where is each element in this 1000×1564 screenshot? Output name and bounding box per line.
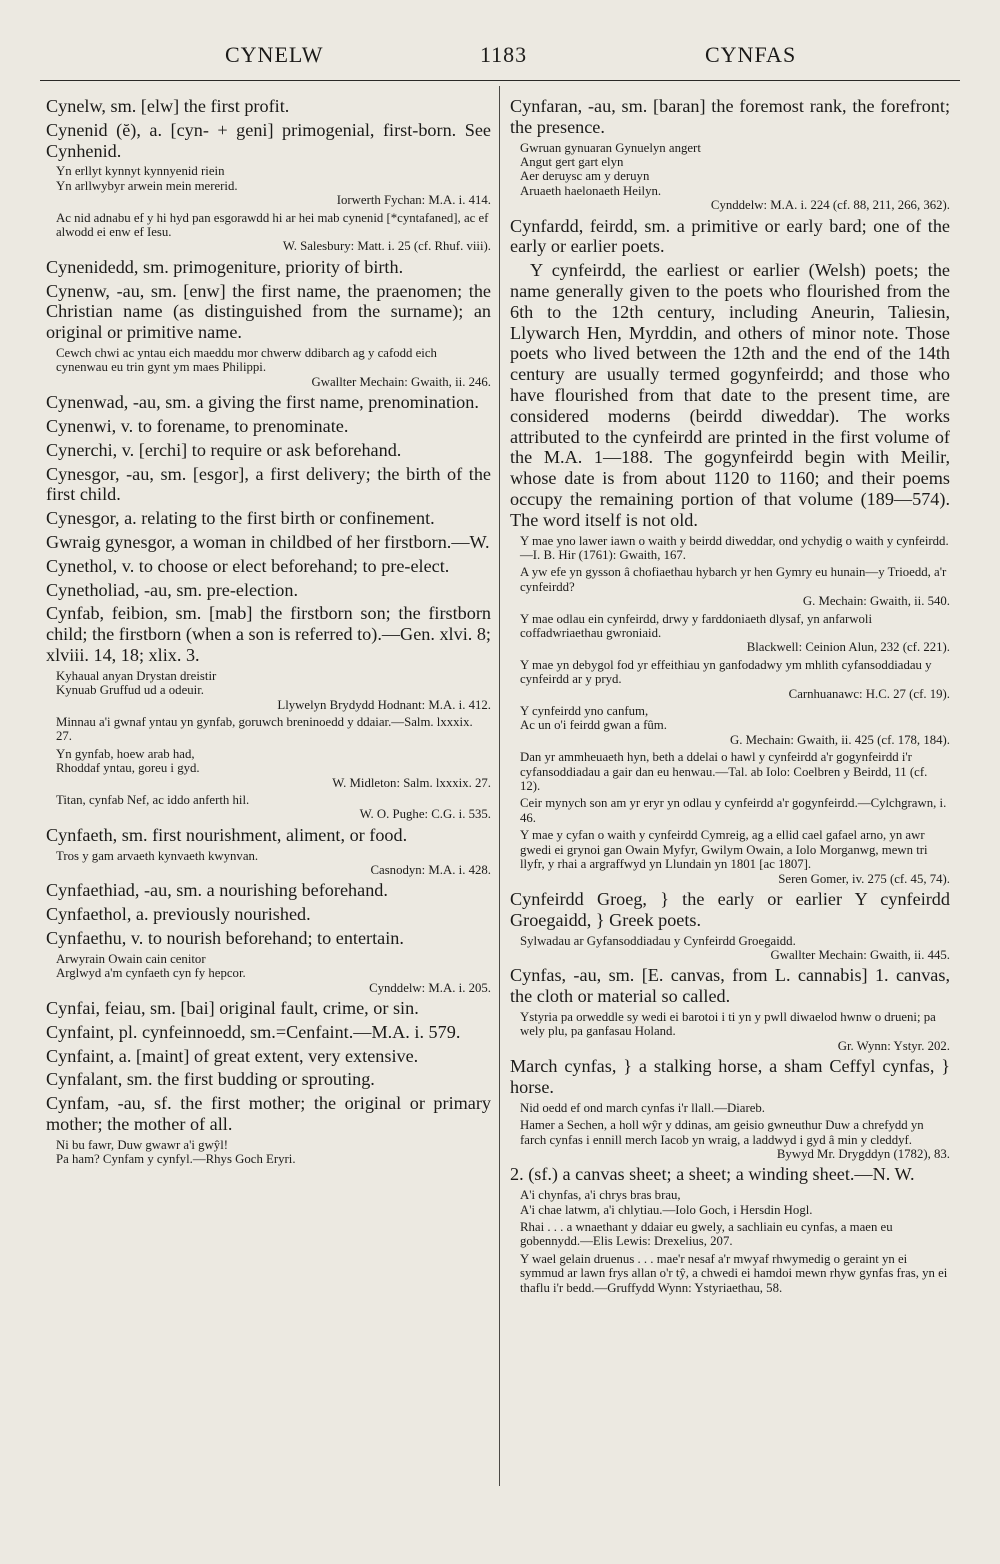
- dictionary-entry: Cynfaethiad, -au, sm. a nourishing beforehand.: [46, 880, 388, 901]
- dictionary-entry: Y cynfeirdd, the earliest or earlier (Welsh) poets; the name generally given to the poets who flourished from the 6th to the 12th century, including Aneurin, Taliesin, Llywarch Hen, Myrddin, and others of minor note. Those poets who lived between the 12th and the end of the 14th century are usually termed gogynfeirdd; and those who have flourished from that date to the present time, are considered moderns (beirdd diweddar). The works attributed to the cynfeirdd are printed in the first volume of the M.A. 1—188. The gogynfeirdd begin with Meilir, whose date is from about 1120 to 1160; and their poems occupy the remaining portion of that volume (189—574). The word itself is not old.: [510, 260, 950, 530]
- quote-line: Rhai . . . a wnaethant y ddaiar eu gwely, a sachliain eu cynfas, a maen eu gobennydd.—Elis Lewis: Drexelius, 207.: [520, 1219, 893, 1249]
- dictionary-entry: Cynesgor, -au, sm. [esgor], a first delivery; the birth of the first child.: [46, 463, 491, 505]
- quote-source: Cynddelw: M.A. i. 205.: [369, 980, 491, 995]
- dictionary-entry: Cynfaethol, a. previously nourished.: [46, 904, 311, 925]
- quote-source: Llywelyn Brydydd Hodnant: M.A. i. 412.: [277, 697, 491, 712]
- quote-line: A'i chae latwm, a'i chlytiau.—Iolo Goch, i Hersdin Hogl.: [520, 1202, 813, 1217]
- citation-quote: [520, 1220, 950, 1249]
- citation-quote: [520, 828, 950, 886]
- dictionary-entry: Cynerchi, v. [erchi] to require or ask beforehand.: [46, 439, 402, 460]
- citation-quote: [56, 164, 491, 207]
- quote-line: Yn gynfab, hoew arab had,: [56, 746, 195, 761]
- quote-source: Carnhuanawc: H.C. 27 (cf. 19).: [788, 686, 950, 701]
- citation-quote: [56, 793, 491, 822]
- quote-source: Gr. Wynn: Ystyr. 202.: [837, 1038, 950, 1053]
- dictionary-entry: Cynenw, -au, sm. [enw] the first name, the praenomen; the Christian name (as distinguished from the surname); an original or primitive name.: [46, 280, 491, 343]
- quote-line: Ac nid adnabu ef y hi hyd pan esgorawdd hi ar hei mab cynenid [*cyntafaned], ac ef alwodd ei enw ef Iesu.: [56, 210, 489, 240]
- right-column: [510, 96, 950, 1516]
- quote-line: Y wael gelain druenus . . . mae'r nesaf a'r mwyaf rhwymedig o geraint yn ei symmud ar lawn frys allan o'r tŷ, a chwedi ei hamdoi mewn rhyw gynfas fras, yn ei thaflu i'r bedd.—Gruffydd Wynn: Ystyriaethau, 58.: [520, 1251, 948, 1295]
- quote-source: W. Salesbury: Matt. i. 25 (cf. Rhuf. viii).: [282, 239, 491, 254]
- quote-line: Gwruan gynuaran Gynuelyn angert: [520, 140, 701, 155]
- column-divider: [499, 86, 500, 1486]
- citation-quote: [520, 796, 950, 825]
- dictionary-entry: Cynfaran, -au, sm. [baran] the foremost rank, the forefront; the presence.: [510, 96, 950, 137]
- quote-line: Arglwyd a'm cynfaeth cyn fy hepcor.: [56, 966, 246, 981]
- quote-line: Yn arllwybyr arwein mein mererid.: [56, 178, 238, 193]
- quote-line: Yn erllyt kynnyt kynnyenid riein: [56, 164, 225, 179]
- quote-line: Minnau a'i gwnaf yntau yn gynfab, goruwch breninoedd y ddaiar.—Salm. lxxxix. 27.: [56, 715, 473, 744]
- dictionary-entry: Cynfardd, feirdd, sm. a primitive or early bard; one of the early or earlier poets.: [510, 215, 950, 257]
- citation-quote: [520, 750, 950, 793]
- dictionary-entry: Cynenid (ĕ), a. [cyn- + geni] primogenial, first-born. See Cynhenid.: [46, 119, 491, 161]
- citation-quote: [56, 1138, 491, 1167]
- quote-line: Arwyrain Owain cain cenitor: [56, 951, 206, 966]
- quote-line: Tros y gam arvaeth kynvaeth kwynvan.: [56, 848, 259, 863]
- quote-line: Titan, cynfab Nef, ac iddo anferth hil.: [56, 793, 250, 808]
- quote-line: A'i chynfas, a'i chrys bras brau,: [520, 1188, 681, 1203]
- quote-line: Aruaeth haelonaeth Heilyn.: [520, 183, 662, 198]
- dictionary-entry: Cynelw, sm. [elw] the first profit.: [46, 96, 290, 116]
- quote-line: Y mae y cyfan o waith y cynfeirdd Cymreig, ag a ellid cael gafael arno, yn awr gwedi ei grynoi gan Owain Myfyr, Gwilym Owain, a Iolo Morganwg, mewn tri llyfr, y rhai a argraffwyd yn Llundain yn 1801 [ac 1807].: [520, 828, 928, 872]
- quote-line: Rhoddaf yntau, goreu i gyd.: [56, 761, 200, 776]
- quote-line: Kyhaual anyan Drystan dreistir: [56, 668, 217, 683]
- citation-quote: [520, 1188, 950, 1217]
- citation-quote: [56, 849, 491, 878]
- quote-line: Aer deruysc am y deruyn: [520, 169, 650, 184]
- quote-line: Ceir mynych son am yr eryr yn odlau y cynfeirdd a'r gogynfeirdd.—Cylchgrawn, i. 46.: [520, 796, 947, 825]
- citation-quote: [520, 1101, 950, 1115]
- quote-line: Ystyria pa orweddle sy wedi ei barotoi i ti yn y pwll diwaelod hwnw o drueni; pa wely plu, pa ganfasau Holand.: [520, 1009, 936, 1039]
- citation-quote: [520, 1010, 950, 1053]
- quote-line: Pa ham? Cynfam y cynfyl.—Rhys Goch Eryri.: [56, 1152, 296, 1167]
- quote-source: G. Mechain: Gwaith, ii. 425 (cf. 178, 184).: [730, 732, 950, 747]
- dictionary-entry: 2. (sf.) a canvas sheet; a sheet; a winding sheet.—N. W.: [510, 1164, 915, 1185]
- quote-source: Iorwerth Fychan: M.A. i. 414.: [336, 193, 491, 208]
- citation-quote: [520, 1252, 950, 1295]
- quote-source: Seren Gomer, iv. 275 (cf. 45, 74).: [778, 871, 950, 886]
- quote-line: Y mae yno lawer iawn o waith y beirdd diweddar, ond ychydig o waith y cynfeirdd.—I. B. Hir (1761): Gwaith, 167.: [520, 533, 949, 562]
- dictionary-entry: Cynenwad, -au, sm. a giving the first name, prenomination.: [46, 392, 479, 413]
- quote-line: Ni bu fawr, Duw gwawr a'i gwŷl!: [56, 1137, 229, 1152]
- header-right-word: CYNFAS: [705, 42, 797, 67]
- dictionary-entry: Cynfeirdd Groeg, } the early or earlier Y cynfeirdd Groegaidd, } Greek poets.: [510, 888, 950, 930]
- citation-quote: [56, 669, 491, 712]
- header-rule: [40, 80, 960, 81]
- quote-line: Cewch chwi ac yntau eich maeddu mor chwerw ddibarch ag y cafodd eich cynenwau eu trin gynt ym maes Philippi.: [56, 346, 437, 375]
- citation-quote: [520, 704, 950, 747]
- quote-line: Angut gert gart elyn: [520, 155, 624, 169]
- citation-quote: [520, 141, 950, 213]
- dictionary-entry: Cynfaethu, v. to nourish beforehand; to entertain.: [46, 928, 404, 949]
- citation-quote: [520, 565, 950, 608]
- quote-line: Y mae yn debygol fod yr effeithiau yn ganfodadwy ym mhlith cyfansoddiadau y cynfeirdd ar y pryd.: [520, 657, 932, 687]
- quote-line: Y cynfeirdd yno canfum,: [520, 704, 649, 719]
- quote-source: G. Mechain: Gwaith, ii. 540.: [802, 594, 950, 609]
- dictionary-entry: Cynfaint, a. [maint] of great extent, very extensive.: [46, 1045, 419, 1066]
- dictionary-entry: March cynfas, } a stalking horse, a sham Ceffyl cynfas, } horse.: [510, 1056, 950, 1097]
- quote-source: Gwallter Mechain: Gwaith, ii. 445.: [770, 947, 950, 962]
- quote-source: Gwallter Mechain: Gwaith, ii. 246.: [311, 374, 491, 389]
- citation-quote: [56, 952, 491, 995]
- quote-line: Sylwadau ar Gyfansoddiadau y Cynfeirdd Groegaidd.: [520, 933, 796, 948]
- citation-quote: [520, 934, 950, 963]
- dictionary-entry: Cynfas, -au, sm. [E. canvas, from L. cannabis] 1. canvas, the cloth or material so called.: [510, 965, 950, 1007]
- quote-line: A yw efe yn gysson â chofiaethau hybarch yr hen Gymry eu hunain—y Trioedd, a'r cynfeirdd?: [520, 565, 947, 594]
- citation-quote: [520, 534, 950, 563]
- dictionary-entry: Cynfam, -au, sf. the first mother; the original or primary mother; the mother of all.: [46, 1093, 491, 1135]
- quote-line: Y mae odlau ein cynfeirdd, drwy y farddoniaeth dlysaf, yn anfarwoli coffadwriaethau gwroniaid.: [520, 611, 873, 641]
- citation-quote: [56, 715, 491, 744]
- citation-quote: [520, 658, 950, 701]
- dictionary-entry: Cynesgor, a. relating to the first birth or confinement.: [46, 508, 435, 529]
- citation-quote: [520, 612, 950, 655]
- header-left-word: CYNELW: [225, 42, 324, 67]
- quote-line: Hamer a Sechen, a holl wŷr y ddinas, am geisio gwneuthur Duw a chrefydd yn farch cynfas i ennill merch Iacob yn wraig, a laddwyd i gyd â min y cleddyf.: [520, 1118, 924, 1147]
- dictionary-entry: Cynenidedd, sm. primogeniture, priority of birth.: [46, 256, 404, 277]
- dictionary-entry: Cynfaint, pl. cynfeinnoedd, sm.=Cenfaint.—M.A. i. 579.: [46, 1021, 461, 1042]
- dictionary-entry: Cynfai, feiau, sm. [bai] original fault, crime, or sin.: [46, 998, 419, 1019]
- dictionary-entry: Gwraig gynesgor, a woman in childbed of her firstborn.—W.: [46, 532, 490, 553]
- quote-source: Cynddelw: M.A. i. 224 (cf. 88, 211, 266, 362).: [710, 198, 950, 213]
- dictionary-entry: Cynfab, feibion, sm. [mab] the firstborn son; the firstborn child; the firstborn (when a son is referred to).—Gen. xlvi. 8; xlviii. 14, 18; xlix. 3.: [46, 603, 491, 665]
- citation-quote: [56, 346, 491, 389]
- dictionary-entry: Cynfalant, sm. the first budding or sprouting.: [46, 1069, 375, 1090]
- dictionary-entry: Cynethol, v. to choose or elect beforehand; to pre-elect.: [46, 555, 450, 576]
- quote-source: Bywyd Mr. Drygddyn (1782), 83.: [776, 1146, 950, 1161]
- quote-line: Nid oedd ef ond march cynfas i'r llall.—Diareb.: [520, 1100, 766, 1115]
- quote-line: Ac un o'i feirdd gwan a fûm.: [520, 718, 667, 733]
- quote-source: Casnodyn: M.A. i. 428.: [370, 863, 491, 878]
- dictionary-entry: Cynfaeth, sm. first nourishment, aliment, or food.: [46, 824, 408, 845]
- dictionary-entry: Cynenwi, v. to forename, to prenominate.: [46, 416, 349, 437]
- citation-quote: [56, 211, 491, 254]
- citation-quote: [520, 1118, 950, 1161]
- quote-source: Blackwell: Ceinion Alun, 232 (cf. 221).: [746, 640, 950, 655]
- left-column: [46, 96, 491, 1496]
- quote-source: W. Midleton: Salm. lxxxix. 27.: [332, 775, 491, 790]
- quote-line: Kynuab Gruffud ud a odeuir.: [56, 683, 204, 698]
- dictionary-entry: Cynetholiad, -au, sm. pre-election.: [46, 579, 299, 600]
- quote-line: Dan yr ammheuaeth hyn, beth a ddelai o hawl y cynfeirdd a'r gogynfeirdd i'r cyfansoddiadau a gair dan eu henwau.—Tal. ab Iolo: Coelbren y Beirdd, 11 (cf. 12).: [520, 750, 928, 794]
- quote-source: W. O. Pughe: C.G. i. 535.: [359, 807, 491, 822]
- citation-quote: [56, 747, 491, 790]
- page-number: 1183: [480, 42, 528, 67]
